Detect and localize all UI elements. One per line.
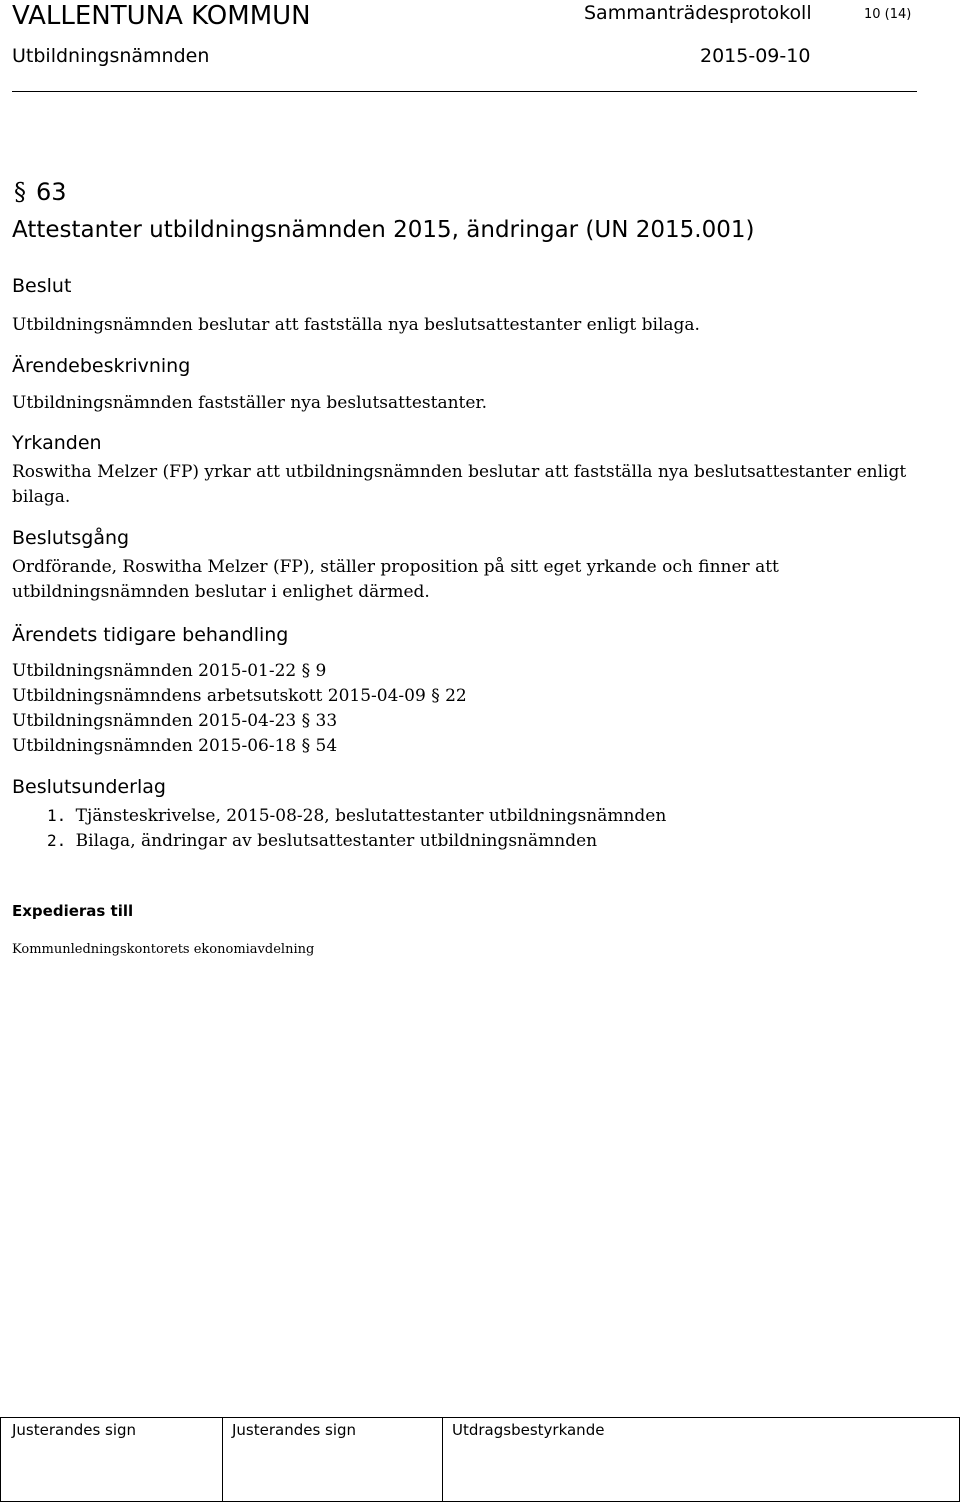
section-number: 63	[36, 178, 67, 206]
tidigare-item	[12, 684, 467, 709]
paragraph-symbol: §	[301, 661, 311, 681]
paragraph-symbol: §	[431, 686, 440, 706]
signature-divider	[442, 1417, 443, 1502]
tidigare-item-paragraph: 33	[315, 711, 338, 731]
yrkanden-heading: Yrkanden	[12, 432, 102, 454]
expedieras-text: Kommunledningskontorets ekonomiavdelning	[12, 942, 315, 957]
tidigare-item-body: Utbildningsnämnden 2015-06-18	[12, 736, 297, 756]
tidigare-item-paragraph: 22	[445, 686, 467, 706]
tidigare-heading: Ärendets tidigare behandling	[12, 624, 289, 646]
meeting-date: 2015-09-10	[700, 45, 811, 67]
underlag-item-number: 2.	[47, 831, 67, 850]
tidigare-item	[12, 734, 337, 759]
underlag-item	[47, 828, 597, 854]
section-symbol: §	[14, 178, 26, 206]
paragraph-symbol: §	[301, 711, 311, 731]
beslutsgang-text-line2: utbildningsnämnden beslutar i enlighet därmed.	[12, 582, 430, 602]
document-type: Sammanträdesprotokoll	[584, 2, 812, 24]
underlag-heading: Beslutsunderlag	[12, 776, 166, 798]
beslutsgang-heading: Beslutsgång	[12, 527, 130, 549]
beslut-text: Utbildningsnämnden beslutar att fastställa nya beslutsattestanter enligt bilaga.	[12, 315, 700, 335]
header-rule	[12, 91, 917, 92]
signature-divider	[0, 1417, 1, 1502]
yrkanden-text-line1: Roswitha Melzer (FP) yrkar att utbildningsnämnden beslutar att fastställa nya beslutsattestanter enligt	[12, 462, 907, 482]
section-title: Attestanter utbildningsnämnden 2015, ändringar (UN 2015.001)	[12, 217, 755, 243]
beslutsgang-text-line1: Ordförande, Roswitha Melzer (FP), ställer proposition på sitt eget yrkande och finner att	[12, 557, 779, 577]
paragraph-symbol: §	[301, 736, 311, 756]
tidigare-item-paragraph: 9	[315, 661, 327, 681]
tidigare-item-body: Utbildningsnämnden 2015-01-22	[12, 661, 297, 681]
underlag-item-number: 1.	[47, 806, 67, 825]
underlag-item-text: Tjänsteskrivelse, 2015-08-28, beslutattestanter utbildningsnämnden	[75, 806, 667, 826]
page-number: 10 (14)	[864, 7, 912, 22]
expedieras-heading: Expedieras till	[12, 902, 134, 920]
signature-label-3: Utdragsbestyrkande	[452, 1421, 605, 1439]
committee-name: Utbildningsnämnden	[12, 45, 210, 67]
org-name: VALLENTUNA KOMMUN	[12, 1, 311, 31]
underlag-item-text: Bilaga, ändringar av beslutsattestanter utbildningsnämnden	[75, 831, 598, 851]
arendebeskrivning-text: Utbildningsnämnden fastställer nya beslutsattestanter.	[12, 393, 488, 413]
beslut-heading: Beslut	[12, 275, 72, 297]
underlag-item	[47, 803, 666, 829]
tidigare-item-body: Utbildningsnämnden 2015-04-23	[12, 711, 297, 731]
signature-label-1: Justerandes sign	[12, 1421, 137, 1439]
yrkanden-text-line2: bilaga.	[12, 487, 71, 507]
tidigare-item	[12, 709, 337, 734]
tidigare-item	[12, 659, 326, 684]
tidigare-item-paragraph: 54	[315, 736, 338, 756]
signature-label-2: Justerandes sign	[232, 1421, 357, 1439]
tidigare-item-body: Utbildningsnämndens arbetsutskott 2015-04-09	[12, 686, 426, 706]
arendebeskrivning-heading: Ärendebeskrivning	[12, 355, 191, 377]
signature-top-border	[0, 1417, 960, 1418]
signature-divider	[222, 1417, 223, 1502]
